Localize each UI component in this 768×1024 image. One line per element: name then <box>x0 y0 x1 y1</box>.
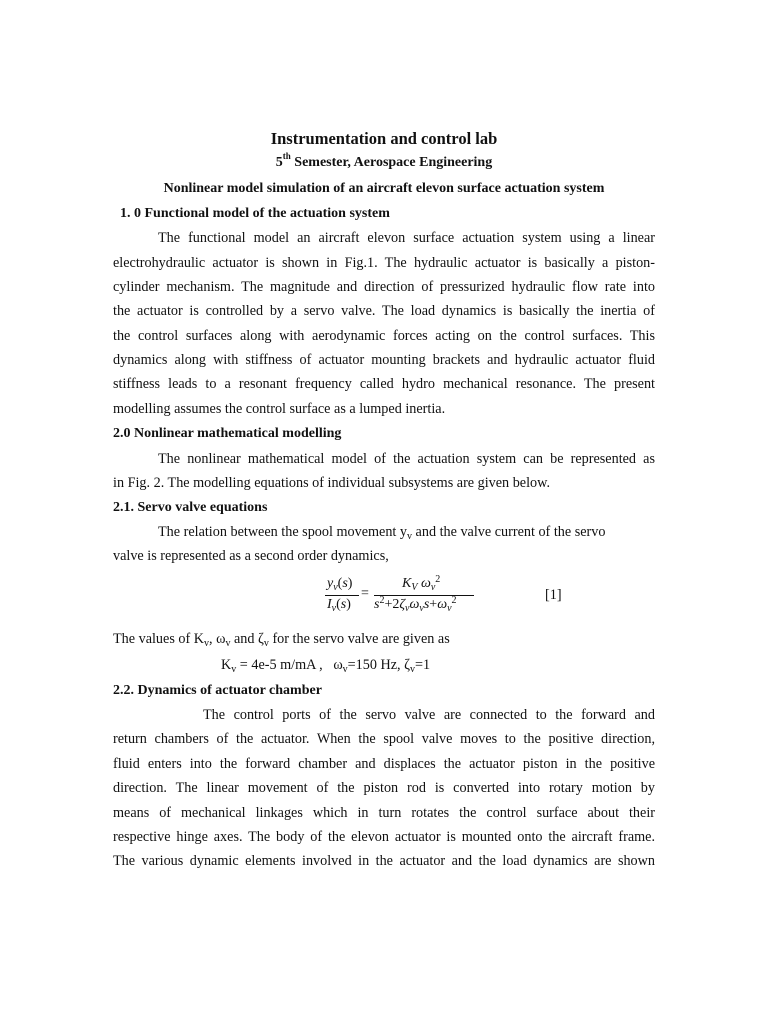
paragraph-line: modelling assumes the control surface as a lumped inertia. <box>113 401 446 417</box>
fraction-bar-right <box>374 595 474 596</box>
paragraph-line: The functional model an aircraft elevon surface actuation system using a linear <box>158 230 655 246</box>
paragraph-line: electrohydraulic actuator is shown in Fig.1. The hydraulic actuator is basically a piston- <box>113 255 655 271</box>
semester-ordinal: th <box>282 151 291 162</box>
paragraph-line: respective hinge axes. The body of the elevon actuator is mounted onto the aircraft frame. <box>113 829 655 845</box>
paragraph-line: cylinder mechanism. The magnitude and direction of pressurized hydraulic flow rate into <box>113 279 655 295</box>
semester-text: Semester, Aerospace Engineering <box>290 155 493 170</box>
semester-number: 5 <box>275 155 283 170</box>
fraction-bar-left <box>325 595 359 596</box>
semester-line <box>0 151 768 171</box>
equation-number: [1] <box>545 587 562 603</box>
section-1-heading: 1. 0 Functional model of the actuation system <box>120 206 390 221</box>
paragraph-line: fluid enters into the forward chamber and displaces the actuator piston in the positive <box>113 756 655 772</box>
document-heading: Nonlinear model simulation of an aircraft elevon surface actuation system <box>163 181 605 196</box>
paragraph-line: The relation between the spool movement $y_v$ and the valve current of the servo <box>158 524 606 542</box>
section-2-2-heading: 2.2. Dynamics of actuator chamber <box>113 683 322 698</box>
paragraph-line: The values of $K_v$, $\omega_v$ and $\zeta_v$ for the servo valve are given as <box>113 631 450 649</box>
equation-denominator-left: $I_v(s)$ <box>327 597 351 614</box>
paragraph-line: the actuator is controlled by a servo valve. The load dynamics is basically the inertia of <box>113 303 655 319</box>
paragraph-line: means of mechanical linkages which in turn rotates the control surface about their <box>113 805 655 821</box>
equation-denominator-right: $s^2+2\zeta_v\omega_vs+\omega_v^2$ <box>374 595 457 614</box>
paragraph-line: The nonlinear mathematical model of the actuation system can be represented as <box>158 451 655 467</box>
equation-numerator-right: $K_V$ $\omega_v^2$ <box>402 574 441 593</box>
paragraph-line: the control surfaces along with aerodynamic forces acting on the control surfaces. This <box>113 328 655 344</box>
section-2-1-heading: 2.1. Servo valve equations <box>113 500 268 515</box>
equals-sign: = <box>361 586 369 601</box>
paragraph-line: The control ports of the servo valve are connected to the forward and <box>203 707 655 723</box>
paragraph-line: stiffness leads to a resonant frequency called hydro mechanical resonance. The present <box>113 376 655 392</box>
document-title: Instrumentation and control lab <box>270 129 498 148</box>
paragraph-line: valve is represented as a second order dynamics, <box>113 548 389 564</box>
paragraph-line: return chambers of the actuator. When the spool valve moves to the positive direction, <box>113 731 655 747</box>
paragraph-line: direction. The linear movement of the piston rod is converted into rotary motion by <box>113 780 655 796</box>
paragraph-line: in Fig. 2. The modelling equations of individual subsystems are given below. <box>113 475 550 491</box>
paragraph-line: dynamics along with stiffness of actuator mounting brackets and hydraulic actuator fluid <box>113 352 655 368</box>
servo-parameter-values: $K_v = 4e-5$ m/mA , $\omega_v=150$ Hz, $\zeta_v=1$ <box>221 657 431 675</box>
paragraph-line: The various dynamic elements involved in the actuator and the load dynamics are shown <box>113 853 655 869</box>
equation-numerator-left: $y_v(s)$ <box>327 576 353 593</box>
section-2-heading: 2.0 Nonlinear mathematical modelling <box>113 426 342 441</box>
